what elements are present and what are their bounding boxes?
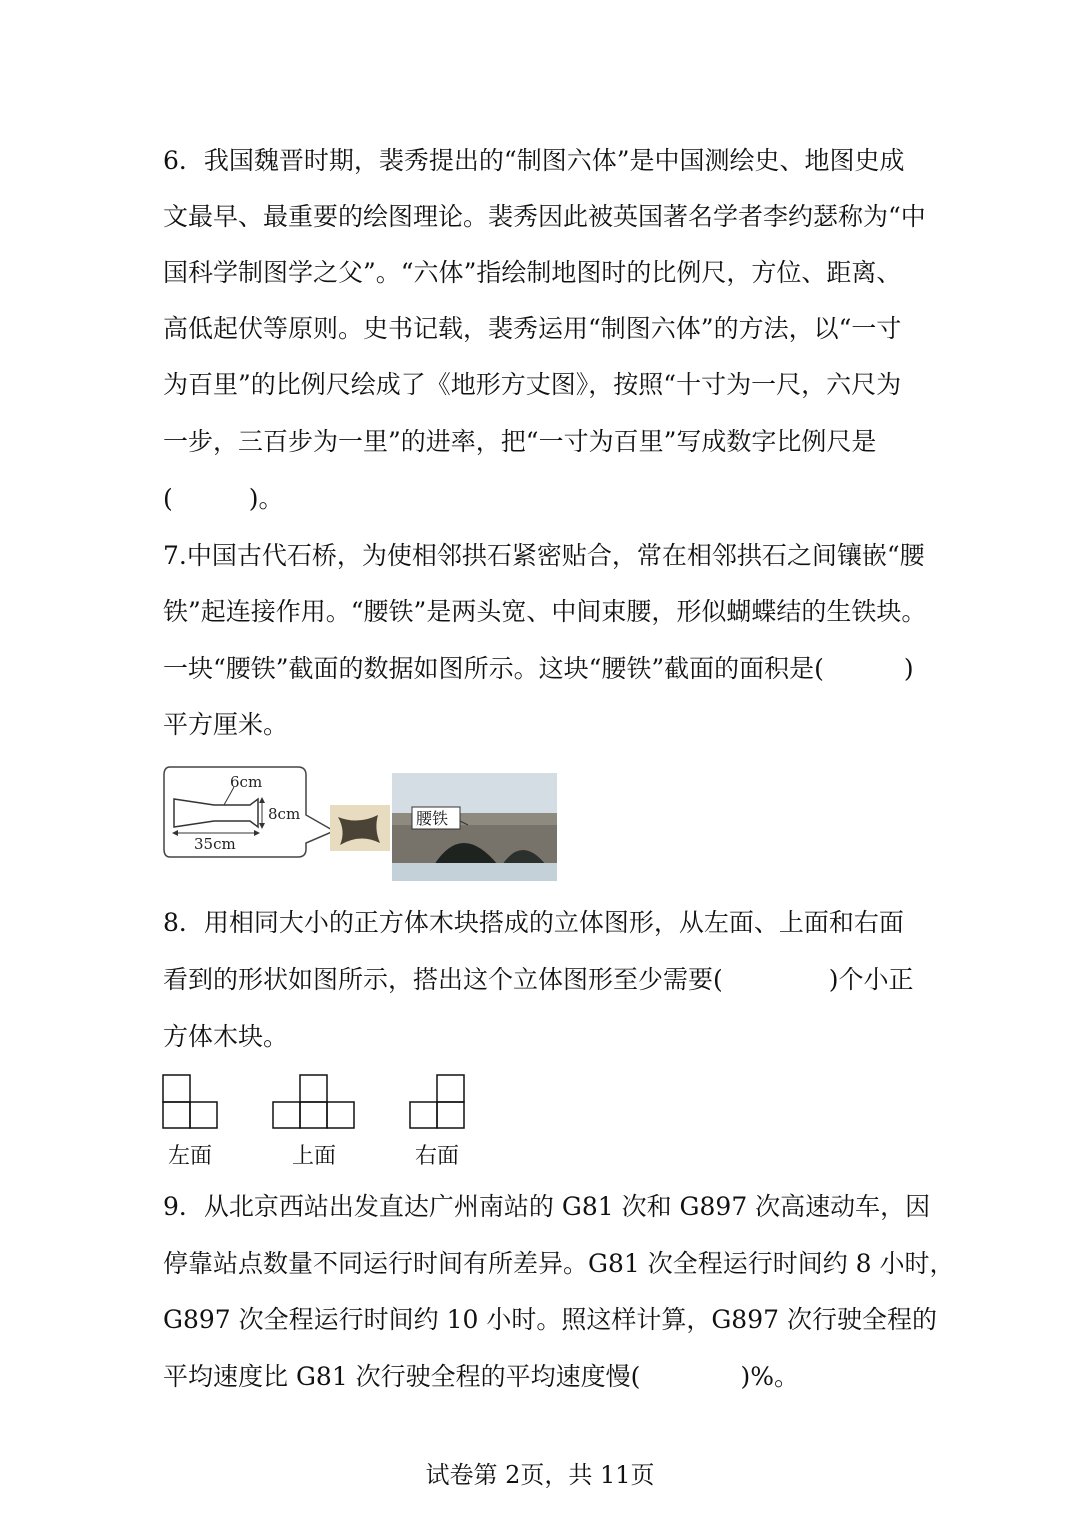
q8-line-1: 8．用相同大小的正方体木块搭成的立体图形，从左面、上面和右面 bbox=[163, 908, 904, 937]
q6-line-3: 国科学制图学之父”。“六体”指绘制地图时的比例尺，方位、距离、 bbox=[163, 258, 902, 287]
q6-answer-line bbox=[163, 484, 284, 514]
waist-iron-figure bbox=[162, 765, 562, 887]
waist-iron-diagram bbox=[162, 765, 562, 883]
page-footer: 试卷第 2页，共 11页 bbox=[425, 1461, 655, 1489]
q8-line-3: 方体木块。 bbox=[163, 1022, 289, 1051]
right-view-label: 右面 bbox=[415, 1144, 460, 1169]
q9-line-2: 停靠站点数量不同运行时间有所差异。G81 次全程运行时间约 8 小时， bbox=[163, 1249, 955, 1278]
q9-line-4: 平均速度比 G81 次行驶全程的平均速度慢( )%。 bbox=[163, 1362, 799, 1391]
q6-line-1: 6．我国魏晋时期，裴秀提出的“制图六体”是中国测绘史、地图史成 bbox=[163, 146, 905, 175]
q7-line-3: 一块“腰铁”截面的数据如图所示。这块“腰铁”截面的面积是( ) bbox=[163, 654, 914, 683]
q8-line-2: 看到的形状如图所示，搭出这个立体图形至少需要( )个小正 bbox=[163, 965, 914, 994]
answer-open-paren: ( bbox=[163, 484, 173, 513]
q6-line-2: 文最早、最重要的绘图理论。裴秀因此被英国著名学者李约瑟称为“中 bbox=[163, 202, 926, 231]
photo-label: 腰铁 bbox=[416, 809, 449, 828]
q7-line-2: 铁”起连接作用。“腰铁”是两头宽、中间束腰，形似蝴蝶结的生铁块。 bbox=[163, 597, 927, 626]
label-8cm: 8cm bbox=[268, 805, 301, 823]
top-view-label: 上面 bbox=[292, 1144, 337, 1169]
q9-line-3: G897 次全程运行时间约 10 小时。照这样计算，G897 次行驶全程的 bbox=[163, 1305, 937, 1334]
q7-line-4: 平方厘米。 bbox=[163, 710, 289, 739]
answer-close-paren: )。 bbox=[248, 484, 284, 513]
q7-line-1: 7.中国古代石桥，为使相邻拱石紧密贴合，常在相邻拱石之间镶嵌“腰 bbox=[163, 541, 925, 570]
q6-line-5: 为百里”的比例尺绘成了《地形方丈图》，按照“十寸为一尺，六尺为 bbox=[163, 370, 902, 399]
left-view-label: 左面 bbox=[168, 1144, 213, 1169]
q9-line-1: 9．从北京西站出发直达广州南站的 G81 次和 G897 次高速动车，因 bbox=[163, 1192, 931, 1221]
q6-line-6: 一步，三百步为一里”的进率，把“一寸为百里”写成数字比例尺是 bbox=[163, 427, 877, 456]
top-view-figure bbox=[270, 1072, 360, 1130]
label-35cm: 35cm bbox=[194, 835, 236, 853]
q6-line-4: 高低起伏等原则。史书记载，裴秀运用“制图六体”的方法，以“一寸 bbox=[163, 314, 902, 343]
right-view-figure bbox=[407, 1072, 469, 1130]
label-6cm: 6cm bbox=[230, 773, 263, 791]
left-view-figure bbox=[160, 1072, 222, 1130]
